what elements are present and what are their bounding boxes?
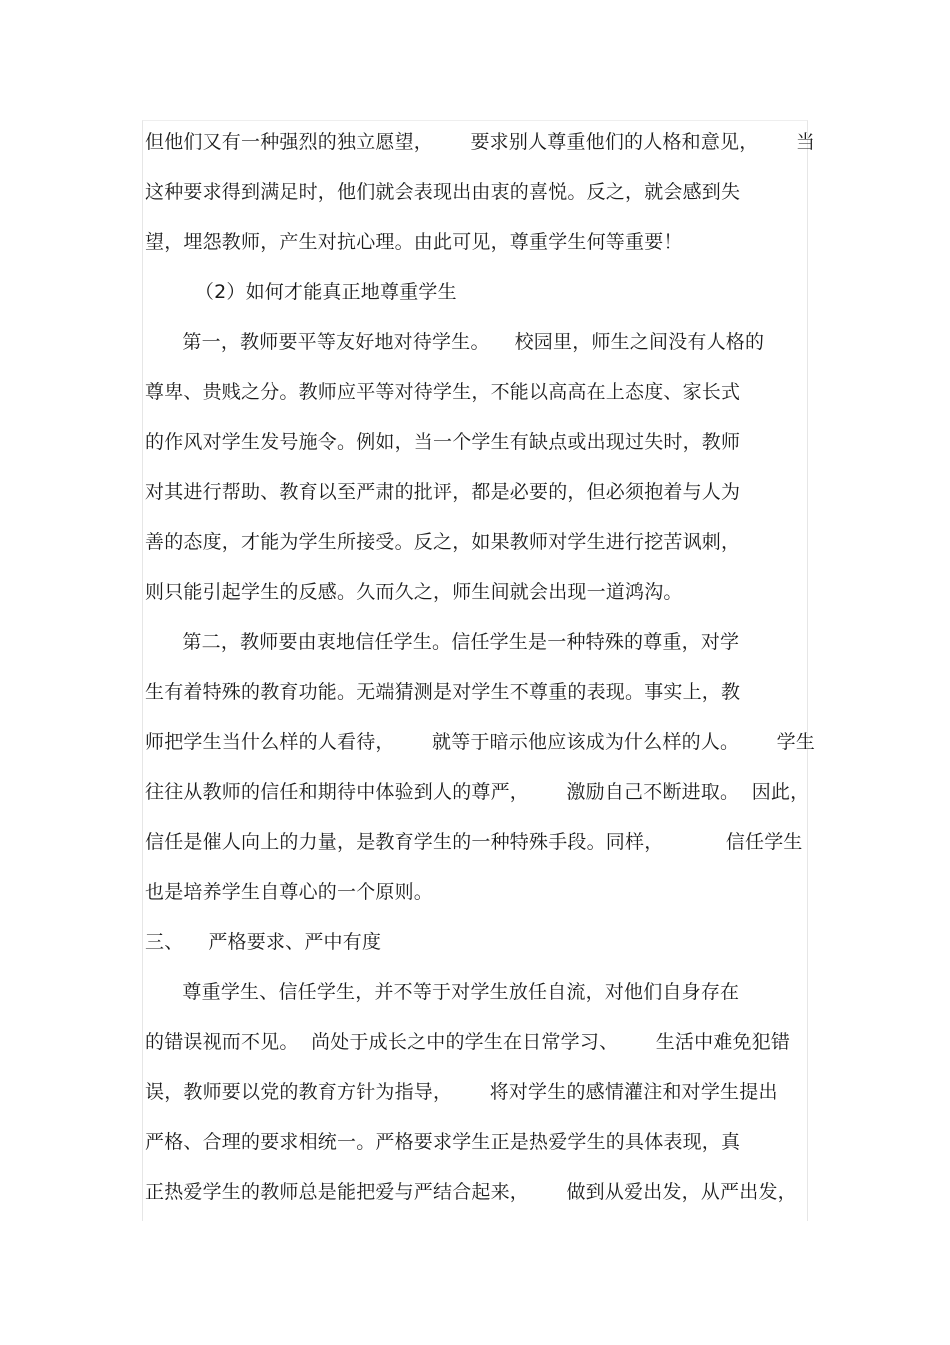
text-line: 这种要求得到满足时，他们就会表现出由衷的喜悦。反之，就会感到失 [145, 181, 741, 203]
text-line: 望，埋怨教师，产生对抗心理。由此可见，尊重学生何等重要！ [145, 231, 683, 253]
text-line: 尊卑、贵贱之分。教师应平等对待学生，不能以高高在上态度、家长式 [145, 381, 741, 403]
text-line: 往往从教师的信任和期待中体验到人的尊严， 激励自己不断进取。 因此， [145, 781, 810, 803]
text-line: 尊重学生、信任学生，并不等于对学生放任自流，对他们自身存在 [145, 981, 740, 1003]
text-line: 的作风对学生发号施令。例如，当一个学生有缺点或出现过失时，教师 [145, 431, 741, 453]
text-line: 误，教师要以党的教育方针为指导， 将对学生的感情灌注和对学生提出 [145, 1081, 778, 1103]
text-line: 善的态度，才能为学生所接受。反之，如果教师对学生进行挖苦讽刺， [145, 531, 741, 553]
text-line: 第二，教师要由衷地信任学生。信任学生是一种特殊的尊重，对学 [145, 631, 740, 653]
text-line: 正热爱学生的教师总是能把爱与严结合起来， 做到从爱出发，从严出发， [145, 1181, 797, 1203]
text-line: 师把学生当什么样的人看待， 就等于暗示他应该成为什么样的人。 学生 [145, 731, 816, 753]
text-line: 信任是催人向上的力量，是教育学生的一种特殊手段。同样， 信任学生 [145, 831, 803, 853]
text-line: 严格、合理的要求相统一。严格要求学生正是热爱学生的具体表现，真 [145, 1131, 741, 1153]
text-line: 的错误视而不见。 尚处于成长之中的学生在日常学习、 生活中难免犯错 [145, 1031, 791, 1053]
text-line: 第一，教师要平等友好地对待学生。 校园里，师生之间没有人格的 [145, 331, 765, 353]
section-heading: 三、 严格要求、严中有度 [145, 931, 382, 953]
text-line: 也是培养学生自尊心的一个原则。 [145, 881, 434, 903]
text-line: 生有着特殊的教育功能。无端猜测是对学生不尊重的表现。事实上，教 [145, 681, 741, 703]
text-line: 对其进行帮助、教育以至严肃的批评，都是必要的，但必须抱着与人为 [145, 481, 741, 503]
text-line: 但他们又有一种强烈的独立愿望， 要求别人尊重他们的人格和意见， 当 [145, 131, 816, 153]
section-subheading: （2）如何才能真正地尊重学生 [145, 281, 457, 303]
text-line: 则只能引起学生的反感。久而久之，师生间就会出现一道鸿沟。 [145, 581, 683, 603]
